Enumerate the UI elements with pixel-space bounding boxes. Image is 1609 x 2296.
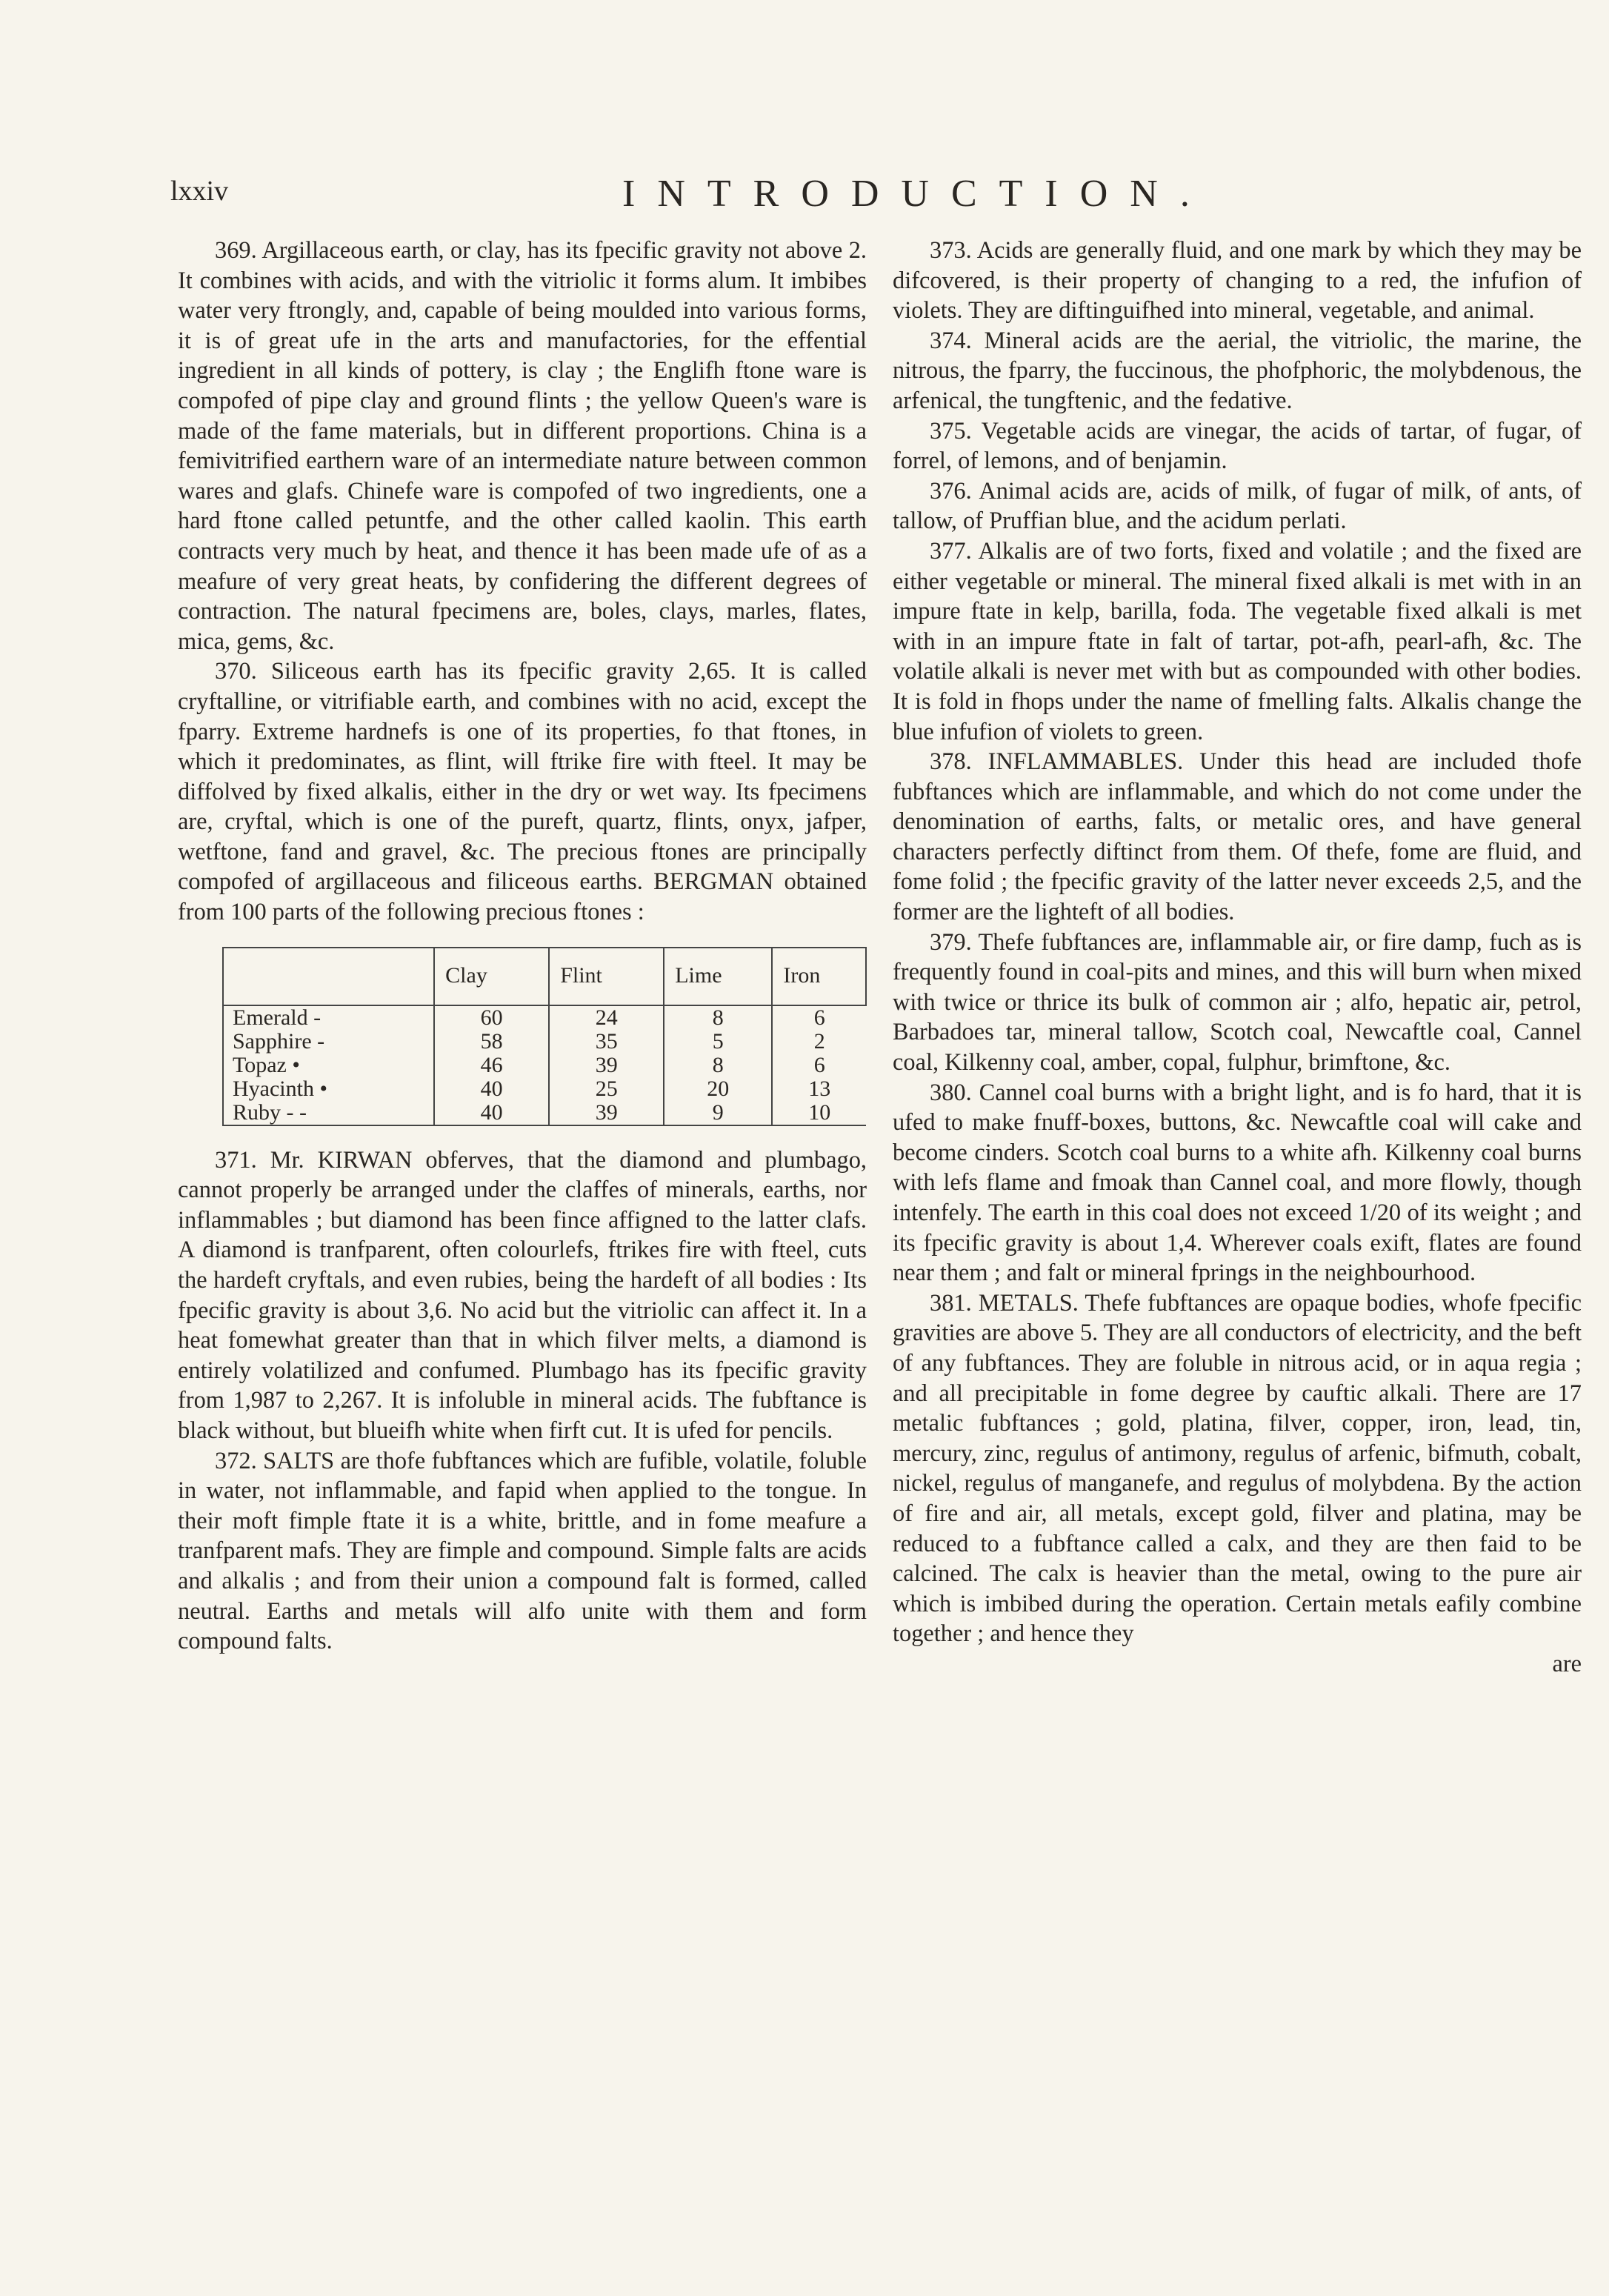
- table-header-cell: [223, 948, 434, 1005]
- table-row: [223, 1030, 866, 1054]
- left-column: [178, 236, 867, 1657]
- table-header-cell: Iron: [772, 948, 866, 1005]
- table-cell: 40: [434, 1101, 549, 1125]
- page-number: lxxiv: [170, 176, 229, 207]
- table-header-row: [223, 948, 866, 1005]
- table-cell: Emerald -: [223, 1005, 434, 1030]
- table-cell: 24: [549, 1005, 664, 1030]
- table-cell: 46: [434, 1054, 549, 1077]
- paragraph-376: 376. Animal acids are, acids of milk, of fugar of milk, of ants, of tallow, of Pruffian blue, and the acidum perlati.: [893, 477, 1582, 535]
- table-row: [223, 1101, 866, 1125]
- table-header-cell: Lime: [664, 948, 772, 1005]
- table-header-cell: Clay: [434, 948, 549, 1005]
- table-header-cell: Flint: [549, 948, 664, 1005]
- table-cell: 39: [549, 1054, 664, 1077]
- paragraph-370: 370. Siliceous earth has its fpecific gravity 2,65. It is called cryftalline, or vitrifiable earth, and combines with no acid, except the fparry. Extreme hardnefs is one of its properties, fo that ftones, in which it predominates, as flint, will ftrike fire with fteel. It may be diffolved by fixed alkalis, either in the dry or wet way. Its fpecimens are, cryftal, which is one of the pureft, quartz, flints, onyx, jafper, wetftone, fand and gravel, &c. The precious ftones are principally compofed of argillaceous and filiceous earths. BERGMAN obtained from 100 parts of the following precious ftones :: [178, 658, 867, 926]
- paragraph-372: 372. SALTS are thofe fubftances which are fufible, volatile, foluble in water, not inflammable, and fapid when applied to the tongue. In their moft fimple ftate it is a white, brittle, and in fome meafure a tranfparent mafs. They are fimple and compound. Simple falts are acids and alkalis ; and from their union a compound falt is formed, called neutral. Earths and metals will alfo unite with them and form compound falts.: [178, 1447, 867, 1655]
- gem-composition-table-wrap: [222, 947, 867, 1126]
- table-cell: 9: [664, 1101, 772, 1125]
- table-cell: 13: [772, 1077, 866, 1101]
- table-cell: Hyacinth •: [223, 1077, 434, 1101]
- table-cell: 39: [549, 1101, 664, 1125]
- table-cell: 10: [772, 1101, 866, 1125]
- paragraph-377: 377. Alkalis are of two forts, fixed and volatile ; and the fixed are either vegetable or mineral. The mineral fixed alkali is met with in an impure ftate in kelp, barilla, foda. The vegetable fixed alkali is met with in an impure ftate in falt of tartar, pot-afh, pearl-afh, &c. The volatile alkali is never met with but as compounded with other bodies. It is fold in fhops under the name of fmelling falts. Alkalis change the blue infufion of violets to green.: [893, 537, 1582, 745]
- page-header: [170, 172, 1212, 216]
- catchword: are: [1552, 1650, 1582, 1677]
- right-column: [893, 236, 1582, 1679]
- paragraph-369: 369. Argillaceous earth, or clay, has its fpecific gravity not above 2. It combines with acids, and with the vitriolic it forms alum. It imbibes water very ftrongly, and, capable of being moulded into various forms, it is of great ufe in the arts and manufactories, for the effential ingredient in all kinds of pottery, is clay ; the Englifh ftone ware is compofed of pipe clay and ground flints ; the yellow Queen's ware is made of the fame materials, but in different proportions. China is a femivitrified earthern ware of an intermediate nature between common wares and glafs. Chinefe ware is compofed of two ingredients, one a hard ftone called petuntfe, and the other called kaolin. This earth contracts very much by heat, and thence it has been made ufe of as a meafure of very great heats, by confidering the different degrees of contraction. The natural fpecimens are, boles, clays, marles, flates, mica, gems, &c.: [178, 237, 867, 655]
- table-cell: 2: [772, 1030, 866, 1054]
- table-cell: Topaz •: [223, 1054, 434, 1077]
- table-cell: 8: [664, 1054, 772, 1077]
- table-cell: Sapphire -: [223, 1030, 434, 1054]
- table-cell: 6: [772, 1054, 866, 1077]
- paragraph-371: 371. Mr. KIRWAN obferves, that the diamond and plumbago, cannot properly be arranged under the claffes of minerals, earths, nor inflammables ; but diamond has been fince affigned to the latter clafs. A diamond is tranfparent, often colourlefs, ftrikes fire with fteel, cuts the hardeft cryftals, and even rubies, being the hardeft of all bodies : Its fpecific gravity is about 3,6. No acid but the vitriolic can affect it. In a heat fomewhat greater than that in which filver melts, a diamond is entirely volatilized and confumed. Plumbago has its fpecific gravity from 1,987 to 2,267. It is infoluble in mineral acids. The fubftance is black without, but blueifh white when firft cut. It is ufed for pencils.: [178, 1146, 867, 1444]
- paragraph-380: 380. Cannel coal burns with a bright light, and is fo hard, that it is ufed to make fnuff-boxes, buttons, &c. Newcaftle coal will cake and become cinders. Scotch coal burns to a white afh. Kilkenny coal burns with lefs flame and fmoak than Cannel coal, and more flowly, though intenfely. The earth in this coal does not exceed 1/20 of its weight ; and its fpecific gravity is about 1,4. Wherever coals exift, flates are found near them ; and falt or mineral fprings in the neighbourhood.: [893, 1079, 1582, 1287]
- table-row: [223, 1077, 866, 1101]
- paragraph-375: 375. Vegetable acids are vinegar, the acids of tartar, of fugar, of forrel, of lemons, and of benjamin.: [893, 417, 1582, 475]
- table-cell: 40: [434, 1077, 549, 1101]
- table-cell: 20: [664, 1077, 772, 1101]
- paragraph-379: 379. Thefe fubftances are, inflammable air, or fire damp, fuch as is frequently found in coal-pits and mines, and this will burn when mixed with twice or thrice its bulk of common air ; alfo, hepatic air, petrol, Barbadoes tar, mineral tallow, Scotch coal, Newcaftle coal, Cannel coal, Kilkenny coal, amber, copal, fulphur, brimftone, &c.: [893, 928, 1582, 1077]
- paragraph-374: 374. Mineral acids are the aerial, the vitriolic, the marine, the nitrous, the fparry, the fuccinous, the phofphoric, the molybdenous, the arfenical, the tungftenic, and the fedative.: [893, 327, 1582, 414]
- table-cell: 58: [434, 1030, 549, 1054]
- table-cell: 25: [549, 1077, 664, 1101]
- table-cell: Ruby - -: [223, 1101, 434, 1125]
- table-cell: 60: [434, 1005, 549, 1030]
- paragraph-381: 381. METALS. Thefe fubftances are opaque bodies, whofe fpecific gravities are above 5. They are all conductors of electricity, and the beft of any fubftances. They are foluble in nitrous acid, or in aqua regia ; and all precipitable in fome degree by cauftic alkali. There are 17 metalic fubftances ; gold, platina, filver, copper, iron, lead, tin, mercury, zinc, regulus of antimony, regulus of arfenic, bifmuth, cobalt, nickel, regulus of manganefe, and regulus of molybdena. By the action of fire and air, all metals, except gold, filver and platina, may be reduced to a fubftance called a calx, and they are then faid to be calcined. The calx is heavier than the metal, owing to the pure air which is imbibed during the operation. Certain metals eafily combine together ; and hence they: [893, 1289, 1582, 1648]
- table-row: [223, 1054, 866, 1077]
- gem-composition-table: [222, 947, 867, 1126]
- catchword-line: [893, 1649, 1582, 1679]
- running-title: INTRODUCTION.: [622, 173, 1212, 215]
- table-cell: 8: [664, 1005, 772, 1030]
- paragraph-378: 378. INFLAMMABLES. Under this head are included thofe fubftances which are inflammable, and which do not come under the denomination of earths, falts, or metalic ores, and have general characters perfectly diftinct from them. Of thefe, fome are fluid, and fome folid ; the fpecific gravity of the latter never exceeds 2,5, and the former are the lighteft of all bodies.: [893, 748, 1582, 926]
- table-cell: 35: [549, 1030, 664, 1054]
- paragraph-373: 373. Acids are generally fluid, and one mark by which they may be difcovered, is their property of changing to a red, the infufion of violets. They are diftinguifhed into mineral, vegetable, and animal.: [893, 237, 1582, 325]
- table-cell: 6: [772, 1005, 866, 1030]
- table-cell: 5: [664, 1030, 772, 1054]
- table-row: [223, 1005, 866, 1030]
